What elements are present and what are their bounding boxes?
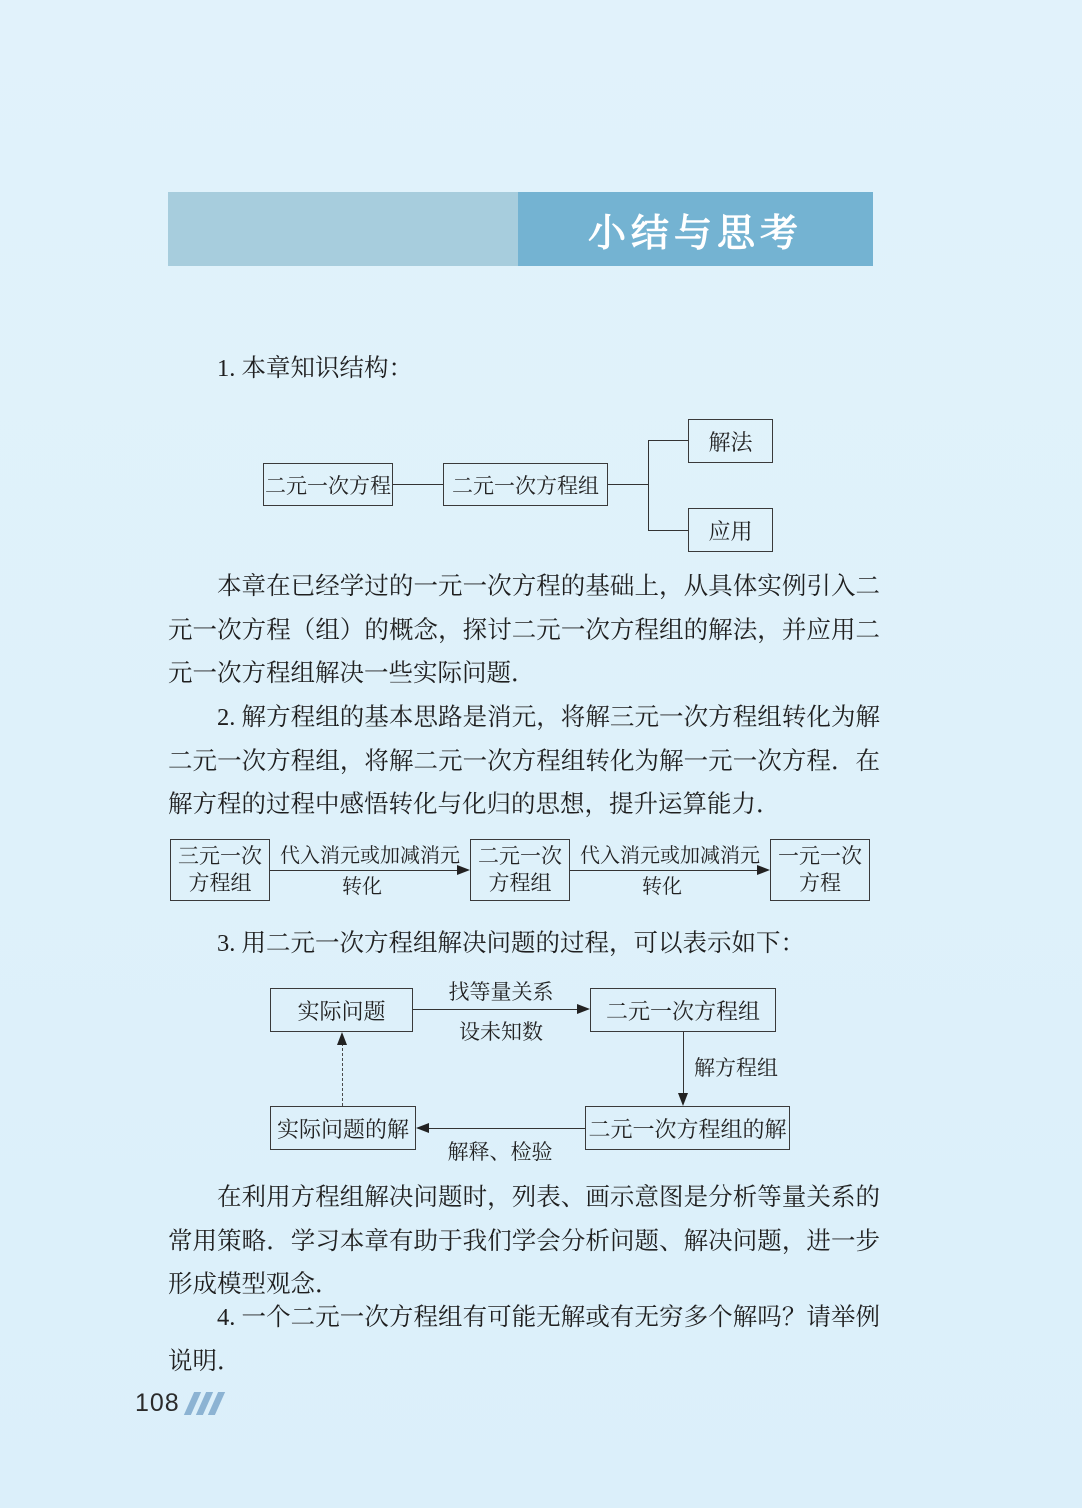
diagram2-box-one-var: [770, 839, 870, 901]
page-footer: [135, 1389, 225, 1417]
diagram2-box1-line1: 三元一次: [178, 844, 262, 868]
diagram3-box-system-solution: [585, 1106, 790, 1150]
diagram2-box1-line2: 方程组: [188, 871, 252, 895]
diagram3-box-problem-label: 实际问题: [297, 998, 386, 1024]
diagram1-connector-2: [608, 484, 648, 485]
diagram1-box-equation: [263, 463, 393, 506]
diagram3-arrow-down-line: [683, 1032, 684, 1095]
diagram3-arrow-right-line: [413, 1009, 578, 1010]
page-number-slashes-icon: [189, 1392, 225, 1415]
diagram2-arrow1-label-bottom: 转化: [342, 876, 382, 898]
diagram3-dashed-return-line: [342, 1043, 343, 1106]
item-1-text: 1. 本章知识结构：: [217, 355, 413, 382]
diagram3-arrow-left-line: [428, 1128, 585, 1129]
diagram3-find-relation-label: 找等量关系: [448, 980, 554, 1004]
diagram1-box-application: [688, 508, 773, 552]
diagram2-box3-line1: 一元一次: [778, 844, 862, 868]
diagram3-explain-check-label: 解释、检验: [447, 1140, 553, 1164]
section-title: 小结与思考: [587, 212, 803, 255]
banner-right-segment: [518, 192, 873, 266]
diagram1-box-equation-label: 二元一次方程: [265, 473, 391, 498]
diagram3-box-problem: [270, 988, 413, 1032]
diagram2-arrow2-label-bottom: 转化: [642, 876, 682, 898]
diagram3-set-unknowns-label: 设未知数: [459, 1020, 543, 1044]
diagram1-box-system: [443, 463, 608, 506]
diagram3-arrow-right-head-icon: [577, 1004, 590, 1014]
item-3-text: 3. 用二元一次方程组解决问题的过程，可以表示如下：: [217, 930, 805, 957]
paragraph-1: 本章在已经学过的一元一次方程的基础上，从具体实例引入二元一次方程（组）的概念，探讨二元一次方程组的解法，并应用二元一次方程组解决一些实际问题．: [168, 573, 880, 687]
diagram1-box-method-label: 解法: [708, 429, 753, 455]
diagram3-dashed-return-head-icon: [337, 1032, 347, 1045]
diagram3-box-system-label: 二元一次方程组: [605, 998, 760, 1024]
diagram2-box2-line2: 方程组: [488, 871, 552, 895]
diagram1-box-system-label: 二元一次方程组: [452, 473, 599, 498]
diagram3-box-system: [590, 988, 776, 1032]
diagram2-box-two-var: [470, 839, 570, 901]
diagram2-arrow2-line: [570, 870, 758, 871]
diagram1-branch-line: [648, 440, 649, 531]
item-4-text: 4. 一个二元一次方程组有可能无解或有无穷多个解吗？请举例说明．: [168, 1304, 880, 1375]
diagram2-arrow1-label-top: 代入消元或加减消元: [280, 845, 460, 867]
diagram3-box-system-solution-label: 二元一次方程组的解: [588, 1116, 787, 1142]
diagram2-arrow1-line: [270, 870, 458, 871]
diagram1-connector-1: [393, 484, 443, 485]
page-number: 108: [135, 1388, 180, 1417]
diagram3-solve-system-label: 解方程组: [694, 1056, 778, 1080]
diagram1-box-method: [688, 419, 773, 463]
banner-left-segment: [168, 192, 518, 266]
diagram2-box2-line1: 二元一次: [478, 844, 562, 868]
diagram1-branch-bottom: [648, 530, 688, 531]
diagram3-arrow-left-head-icon: [416, 1123, 429, 1133]
diagram3-arrow-down-head-icon: [678, 1093, 688, 1106]
diagram3-box-problem-solution-label: 实际问题的解: [276, 1116, 409, 1142]
item-2-text: 2. 解方程组的基本思路是消元，将解三元一次方程组转化为解二元一次方程组，将解二元一次方程组转化为解一元一次方程．在解方程的过程中感悟转化与化归的思想，提升运算能力．: [168, 704, 880, 818]
diagram2-arrow2-label-top: 代入消元或加减消元: [580, 845, 760, 867]
diagram2-box-three-var: [170, 839, 270, 901]
diagram1-branch-top: [648, 440, 688, 441]
diagram2-box3-line2: 方程: [799, 871, 841, 895]
paragraph-2: 在利用方程组解决问题时，列表、画示意图是分析等量关系的常用策略．学习本章有助于我们学会分析问题、解决问题，进一步形成模型观念．: [168, 1184, 880, 1298]
diagram1-box-application-label: 应用: [708, 518, 753, 544]
diagram3-box-problem-solution: [270, 1106, 416, 1150]
